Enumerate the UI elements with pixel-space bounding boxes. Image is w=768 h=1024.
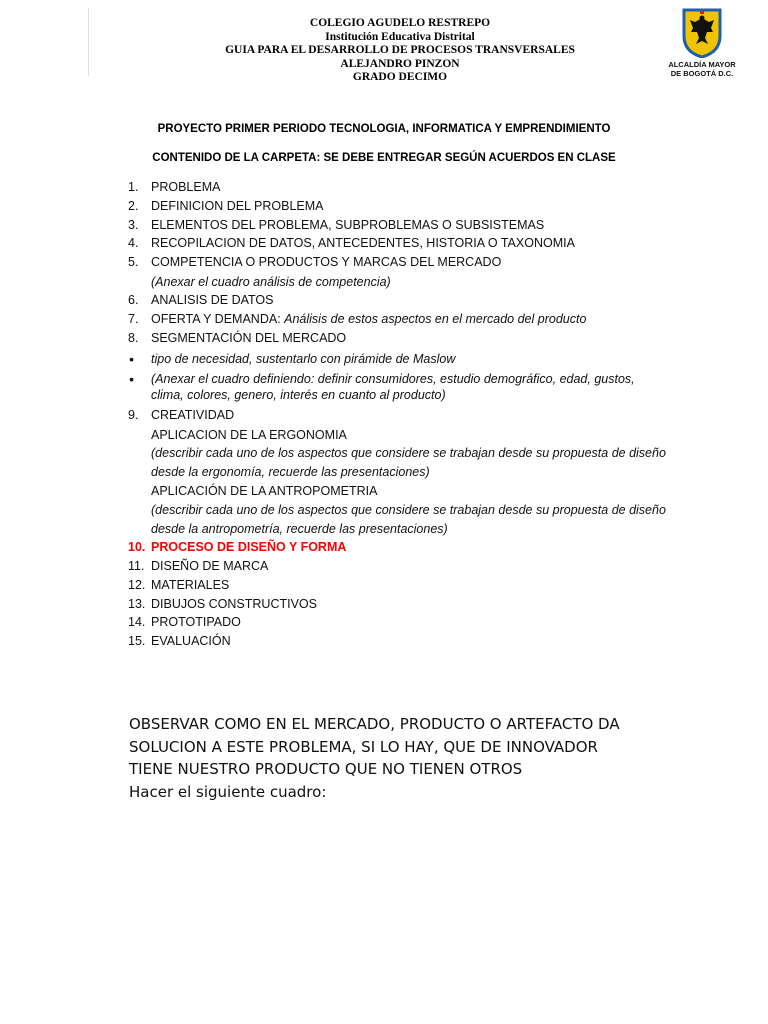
list-item — [128, 235, 668, 254]
item-text: SEGMENTACIÓN DEL MERCADO — [151, 330, 347, 345]
list-item — [128, 217, 668, 236]
institution-name: Institución Educativa Distrital — [325, 30, 475, 43]
list-item — [128, 198, 668, 217]
teacher-name: ALEJANDRO PINZON — [340, 57, 460, 70]
logo-line1: ALCALDÍA MAYOR — [668, 60, 736, 69]
item-text: DEFINICION DEL PROBLEMA — [151, 198, 324, 213]
page-margin-line — [88, 8, 89, 76]
bullet-text: (Anexar el cuadro definiendo: definir consumidores, estudio demográfico, edad, gustos, clima, colores, genero, interés en cuanto al producto) — [151, 371, 635, 403]
subitem-antropometria: APLICACIÓN DE LA ANTROPOMETRIA — [151, 484, 378, 499]
item-number: 9. — [128, 407, 139, 422]
bullet-icon: • — [129, 351, 134, 368]
document-header — [190, 17, 610, 85]
school-name: COLEGIO AGUDELO RESTREPO — [309, 17, 491, 29]
item-text: COMPETENCIA O PRODUCTOS Y MARCAS DEL MERCADO — [151, 255, 502, 270]
item-text: PROTOTIPADO — [151, 615, 241, 630]
observation-line: TIENE NUESTRO PRODUCTO QUE NO TIENEN OTROS — [129, 760, 523, 778]
list-item — [128, 596, 668, 615]
list-item — [128, 292, 668, 311]
subitem-ergonomia: APLICACION DE LA ERGONOMIA — [151, 427, 347, 442]
item-number: 15. — [128, 634, 146, 649]
subitem-note: (describir cada uno de los aspectos que considere se trabajan desde su propuesta de diseño — [151, 503, 666, 518]
list-item — [128, 407, 668, 426]
item-text: MATERIALES — [151, 577, 230, 592]
item-number: 12. — [128, 577, 146, 592]
item-number: 2. — [128, 198, 139, 213]
item-number: 3. — [128, 217, 139, 232]
item-text: OFERTA Y DEMANDA: — [151, 311, 285, 326]
logo-caption — [664, 60, 740, 78]
observation-line: SOLUCION A ESTE PROBLEMA, SI LO HAY, QUE DE INNOVADOR — [129, 737, 598, 756]
subitem-note: (describir cada uno de los aspectos que considere se trabajan desde su propuesta de diseño — [151, 446, 666, 461]
item-number: 8. — [128, 330, 139, 345]
list-item — [128, 311, 668, 330]
item-text: PROBLEMA — [151, 180, 221, 194]
item-note: Análisis de estos aspectos en el mercado del producto — [284, 311, 587, 326]
item-number: 13. — [128, 596, 146, 611]
contents-title: CONTENIDO DE LA CARPETA: SE DEBE ENTREGAR SEGÚN ACUERDOS EN CLASE — [152, 152, 616, 164]
list-item — [128, 558, 668, 577]
item-number: 6. — [128, 292, 139, 307]
subitem-note: desde la ergonomía, recuerde las presentaciones) — [151, 465, 430, 480]
item-number: 4. — [128, 236, 139, 251]
observation-paragraph — [129, 713, 669, 803]
bogota-logo — [664, 8, 740, 78]
bullet-item — [128, 351, 668, 368]
item-text: ELEMENTOS DEL PROBLEMA, SUBPROBLEMAS O SUBSISTEMAS — [151, 217, 545, 232]
item-number: 5. — [128, 255, 139, 270]
item-text: EVALUACIÓN — [151, 634, 231, 649]
list-item — [128, 614, 668, 633]
list-item — [128, 330, 668, 349]
item-text: DIBUJOS CONSTRUCTIVOS — [151, 596, 317, 611]
item-number: 10. — [128, 540, 146, 555]
subitem-note: desde la antropometría, recuerde las presentaciones) — [151, 522, 448, 537]
list-item-highlighted — [128, 539, 668, 558]
guide-title: GUIA PARA EL DESARROLLO DE PROCESOS TRANSVERSALES — [225, 44, 575, 56]
item-text: DISEÑO DE MARCA — [151, 559, 269, 574]
bullet-icon: • — [129, 370, 134, 387]
item-number: 14. — [128, 615, 146, 630]
list-item — [128, 577, 668, 596]
logo-line2: DE BOGOTÁ D.C. — [670, 69, 734, 78]
coat-of-arms-icon — [682, 8, 722, 58]
grade-label: GRADO DECIMO — [352, 71, 448, 83]
item-number: 7. — [128, 311, 139, 326]
item-text: CREATIVIDAD — [151, 407, 235, 422]
item-number: 1. — [128, 180, 139, 194]
item-note: (Anexar el cuadro análisis de competencia) — [151, 274, 391, 289]
bullet-text: tipo de necesidad, sustentarlo con pirámide de Maslow — [151, 352, 456, 367]
list-item — [128, 633, 668, 652]
observation-line: OBSERVAR COMO EN EL MERCADO, PRODUCTO O ARTEFACTO DA — [129, 715, 620, 733]
item-text: PROCESO DE DISEÑO Y FORMA — [151, 540, 347, 555]
item-text: RECOPILACION DE DATOS, ANTECEDENTES, HISTORIA O TAXONOMIA — [151, 236, 575, 251]
project-title: PROYECTO PRIMER PERIODO TECNOLOGIA, INFORMATICA Y EMPRENDIMIENTO — [157, 123, 611, 135]
instruction-line: Hacer el siguiente cuadro: — [129, 782, 327, 801]
item-number: 11. — [128, 559, 145, 574]
contents-list — [128, 179, 668, 652]
list-item — [128, 179, 668, 198]
bullet-item — [128, 371, 668, 404]
list-item — [128, 254, 668, 273]
item-text: ANALISIS DE DATOS — [151, 292, 274, 307]
